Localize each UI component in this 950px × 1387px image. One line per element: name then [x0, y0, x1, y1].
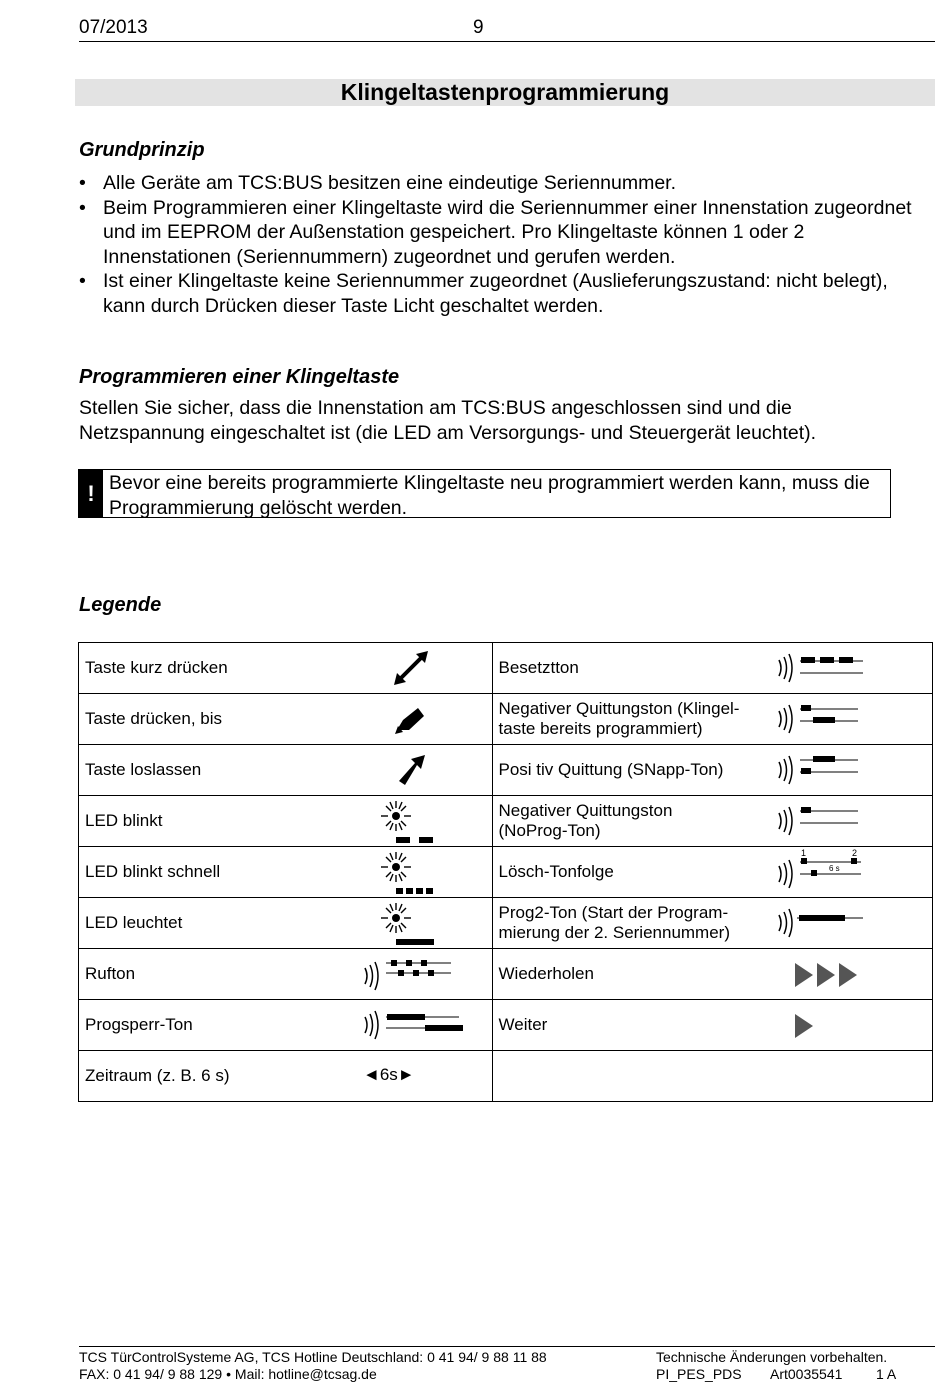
- legend-label: LED leuchtet: [85, 913, 183, 932]
- list-item-text: Ist einer Klingeltaste keine Seriennummer zugeordnet (Auslieferungszustand: nicht belegt), kann durch Drücken dieser Taste Licht geschaltet werden.: [103, 270, 888, 317]
- footer-revision: 1 A: [876, 1366, 897, 1382]
- legend-label: Wiederholen: [498, 964, 594, 983]
- noprog-tone-icon: [773, 796, 883, 846]
- footer-rule: [79, 1346, 935, 1347]
- footer-company: TCS TürControlSysteme AG, TCS Hotline Deutschland: 0 41 94/ 9 88 11 88: [79, 1349, 547, 1365]
- footer-contact: FAX: 0 41 94/ 9 88 129 • Mail: hotline@tcsag.de: [79, 1366, 377, 1382]
- bullet-dot: •: [79, 270, 86, 293]
- legend-label: Zeitraum (z. B. 6 s): [85, 1066, 230, 1085]
- table-row: [79, 1051, 933, 1102]
- list-item: [79, 269, 919, 318]
- legend-label: Lösch-Tonfolge: [498, 862, 614, 881]
- legend-table: [78, 642, 933, 1102]
- mark-label: 6 s: [828, 864, 840, 873]
- legend-label: Negativer Quittungston (NoProg-Ton): [498, 801, 673, 840]
- list-item-text: Beim Programmieren einer Klingeltaste wird die Seriennummer einer Innenstation zugeordnet und im EEPROM der Außenstation gespeichert. Pro Klingeltaste können 1 oder 2 Innenstationen (Seriennummern) zugeordnet und gerufen werden.: [103, 196, 912, 268]
- press-hold-icon: [391, 694, 431, 744]
- table-row: [79, 796, 933, 847]
- grundprinzip-list: [79, 171, 919, 319]
- legend-label: Prog2-Ton (Start der Program- mierung der 2. Seriennummer): [498, 903, 730, 942]
- list-item-text: Alle Geräte am TCS:BUS besitzen eine eindeutige Seriennummer.: [103, 172, 677, 194]
- busy-tone-icon: [773, 643, 883, 693]
- legend-label: Progsperr-Ton: [85, 1015, 193, 1034]
- footer-disclaimer: Technische Änderungen vorbehalten.: [656, 1349, 888, 1365]
- programmieren-text: Stellen Sie sicher, dass die Innenstation am TCS:BUS angeschlossen sind und die Netzspannung eingeschaltet ist (die LED am Versorgungs- und Steuergerät leuchtet).: [79, 397, 817, 444]
- table-row: [79, 745, 933, 796]
- legend-label: Posi tiv Quittung (SNapp-Ton): [498, 760, 724, 779]
- page-title: Klingeltastenprogrammierung: [340, 79, 670, 105]
- bullet-dot: •: [79, 196, 86, 219]
- legend-label: Taste kurz drücken: [85, 658, 228, 677]
- legend-label: LED blinkt schnell: [85, 862, 221, 881]
- legend-label: LED blinkt: [85, 811, 163, 830]
- legend-label: Negativer Quittungston (Klingel- taste bereits programmiert): [498, 699, 740, 738]
- legende-heading: Legende: [79, 594, 162, 616]
- table-row: [79, 847, 933, 898]
- repeat-icon: [793, 949, 865, 999]
- progsperr-tone-icon: [359, 1000, 469, 1050]
- delete-tone-sequence-icon: [773, 847, 883, 897]
- table-row: [79, 643, 933, 694]
- mark-label: 1: [800, 848, 806, 858]
- table-row: [79, 694, 933, 745]
- release-icon: [391, 745, 431, 795]
- warning-box: [78, 469, 891, 518]
- footer-doc-code: PI_PES_PDS: [656, 1366, 742, 1382]
- header-date: 07/2013: [79, 17, 148, 38]
- mark-label: 2: [851, 848, 857, 858]
- table-row: [79, 949, 933, 1000]
- grundprinzip-heading: Grundprinzip: [79, 139, 205, 161]
- led-blink-fast-icon: [374, 847, 444, 897]
- programmieren-heading: Programmieren einer Klingeltaste: [79, 366, 400, 388]
- warning-text: Bevor eine bereits programmierte Klingeltaste neu programmiert werden kann, muss die Programmierung gelöscht werden.: [109, 472, 870, 519]
- page-number: 9: [473, 17, 484, 38]
- led-blink-icon: [374, 796, 444, 846]
- time-span-icon: ◄6s►: [363, 1065, 415, 1084]
- header-rule: [79, 41, 935, 42]
- negative-ack-tone-icon: [773, 694, 883, 744]
- legend-label: Rufton: [85, 964, 136, 983]
- positive-ack-tone-icon: [773, 745, 883, 795]
- bullet-dot: •: [79, 172, 86, 194]
- legend-label: Taste drücken, bis: [85, 709, 223, 728]
- list-item: [79, 196, 919, 270]
- footer-article-number: Art0035541: [770, 1366, 843, 1382]
- press-short-arrow-icon: [391, 643, 431, 693]
- legend-label: Weiter: [498, 1015, 548, 1034]
- prog2-tone-icon: [773, 898, 883, 948]
- led-on-icon: [374, 898, 444, 948]
- table-row: [79, 1000, 933, 1051]
- empty-cell: [493, 1051, 932, 1101]
- table-row: [79, 898, 933, 949]
- warning-icon: !: [79, 470, 103, 517]
- legend-label: Taste loslassen: [85, 760, 202, 779]
- legend-label: Besetztton: [498, 658, 579, 677]
- next-icon: [793, 1000, 823, 1050]
- list-item: [79, 171, 919, 196]
- ring-tone-icon: [359, 949, 459, 999]
